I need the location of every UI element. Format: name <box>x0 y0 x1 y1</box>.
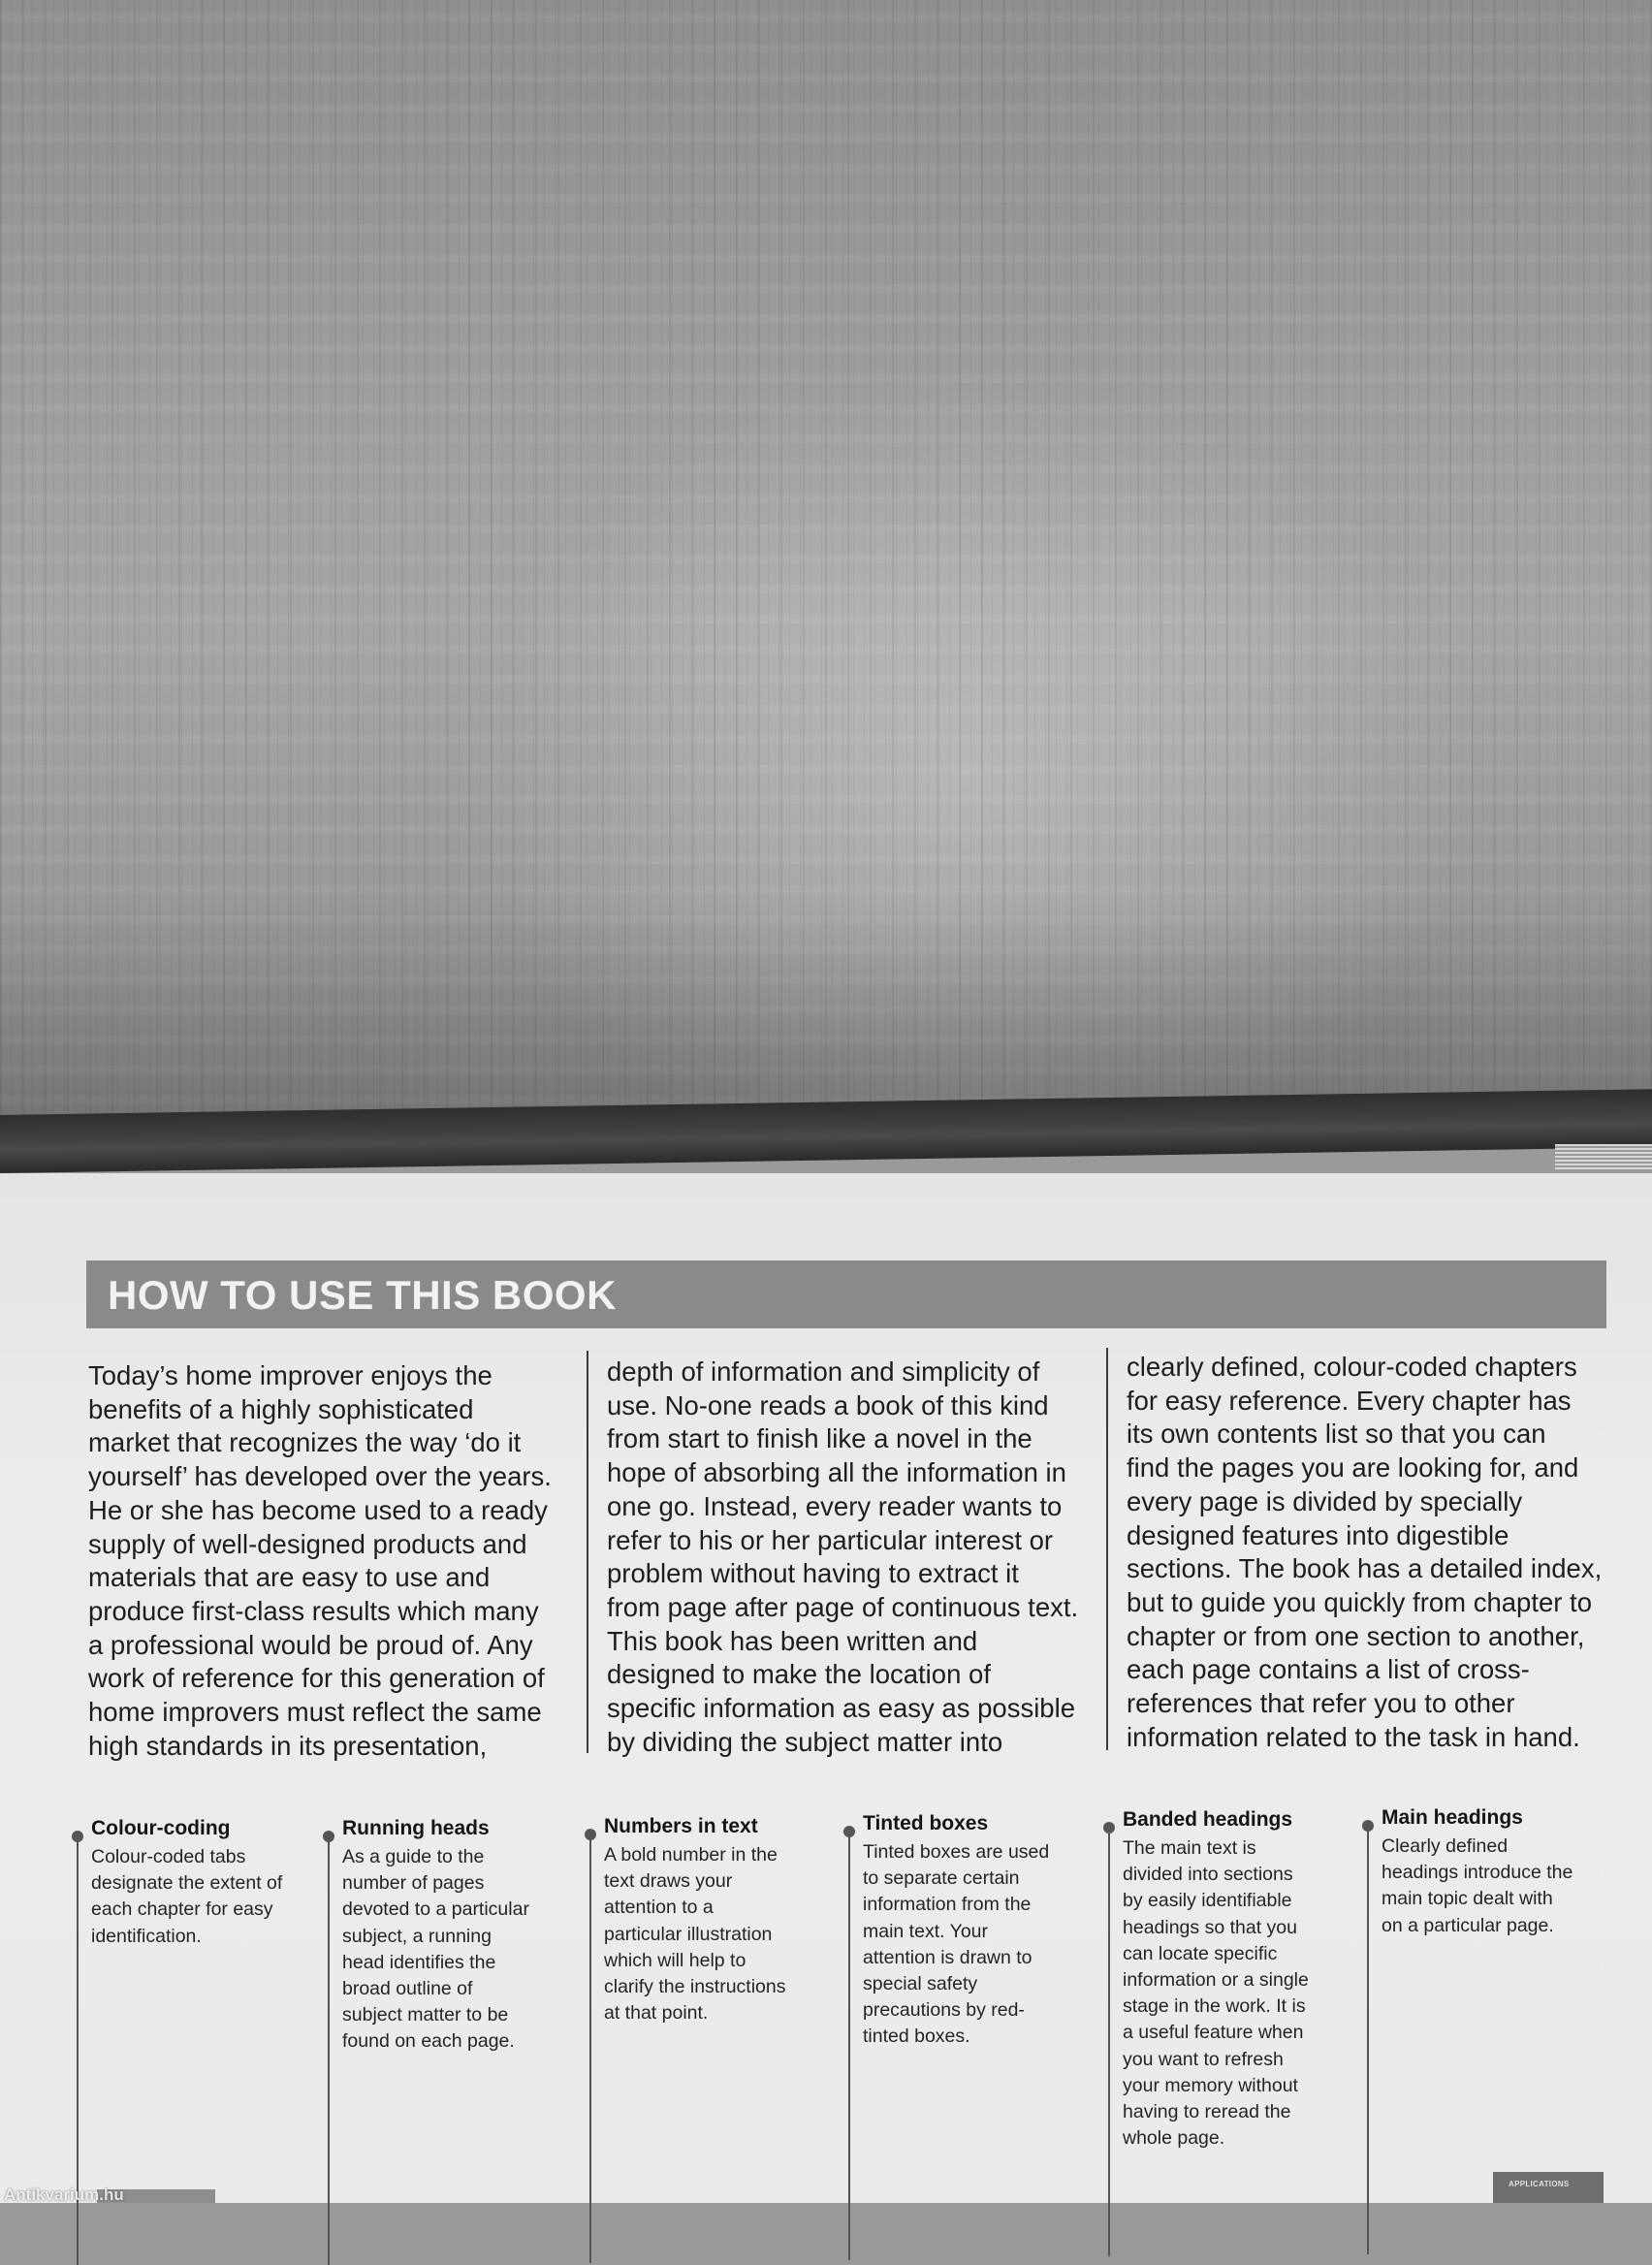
intro-line: problem without having to extract it <box>607 1558 1019 1589</box>
intro-line: from start to finish like a novel in the <box>607 1423 1032 1454</box>
feature-title: Main headings <box>1382 1806 1523 1829</box>
page-stack-edge <box>1555 1144 1652 1169</box>
feature-line-text: on a particular page. <box>1382 1914 1554 1936</box>
colour-tab-right <box>1493 2172 1604 2203</box>
feature-line-text: headings so that you <box>1123 1916 1297 1938</box>
feature-line-text: devoted to a particular <box>342 1898 529 1921</box>
intro-line: This book has been written and <box>607 1625 978 1656</box>
feature-line-text: broad outline of <box>342 1978 473 2000</box>
feature-description <box>342 1844 570 2056</box>
intro-line: yourself’ has developed over the years. <box>88 1461 552 1492</box>
feature-line-text: Colour-coded tabs <box>91 1846 246 1867</box>
intro-line: designed features into digestible <box>1127 1519 1509 1550</box>
feature-line-text: headings introduce the <box>1382 1862 1573 1884</box>
intro-line: depth of information and simplicity of <box>607 1356 1040 1387</box>
callout-line <box>848 1834 850 2260</box>
intro-line: benefits of a highly sophisticated <box>88 1393 474 1424</box>
title-banner <box>86 1260 1606 1328</box>
feature-line-text: attention to a <box>604 1897 714 1919</box>
intro-line: specific information as easy as possible <box>607 1693 1076 1724</box>
colour-tab-label: APPLICATIONS <box>1509 2180 1570 2188</box>
feature-description <box>863 1839 1091 2051</box>
column-divider <box>1106 1348 1108 1750</box>
feature-line-text: precautions by red- <box>863 1999 1025 2022</box>
feature-line-text: stage in the work. It is <box>1123 1995 1306 2018</box>
intro-line: information related to the task in hand. <box>1127 1721 1580 1752</box>
feature-line-text: number of pages <box>342 1872 485 1895</box>
feature-line-text: having to reread the <box>1123 2101 1291 2123</box>
feature-description <box>604 1842 832 2026</box>
intro-line: every page is divided by specially <box>1127 1485 1523 1516</box>
feature-line-text: which will help to <box>604 1949 747 1971</box>
book-page <box>0 1173 1652 2203</box>
intro-line: a professional would be proud of. Any <box>88 1629 533 1660</box>
feature-line-text: tinted boxes. <box>863 2026 970 2048</box>
intro-column-1 <box>88 1359 573 1763</box>
feature-title: Banded headings <box>1123 1808 1293 1831</box>
feature-line-text: found on each page. <box>342 2030 515 2053</box>
feature-line-text: a useful feature when <box>1123 2022 1304 2044</box>
intro-line: high standards in its presentation, <box>88 1730 488 1761</box>
intro-line: market that recognizes the way ‘do it <box>88 1427 522 1458</box>
feature-line-text: Tinted boxes are used <box>863 1841 1050 1863</box>
feature-line-text: you want to refresh <box>1123 2048 1284 2070</box>
feature-line-text: subject, a running <box>342 1925 492 1947</box>
feature-line-text: information from the <box>863 1894 1032 1916</box>
callout-line <box>1108 1830 1110 2256</box>
feature-line-text: particular illustration <box>604 1923 773 1945</box>
feature-title: Running heads <box>342 1817 490 1839</box>
intro-line: home improvers must reflect the same <box>88 1697 542 1728</box>
feature-description <box>1382 1834 1609 1939</box>
intro-line: for easy reference. Every chapter has <box>1127 1385 1572 1416</box>
feature-line-text: As a guide to the <box>342 1846 485 1867</box>
feature-line-text: to separate certain <box>863 1867 1020 1890</box>
feature-line-text: each chapter for easy <box>91 1898 273 1921</box>
feature-line-text: by easily identifiable <box>1123 1890 1292 1912</box>
feature-line-text: divided into sections <box>1123 1864 1293 1886</box>
intro-line: work of reference for this generation of <box>88 1663 545 1694</box>
feature-line-text: identification. <box>91 1925 202 1947</box>
feature-description <box>1123 1835 1350 2152</box>
feature-line-text: A bold number in the <box>604 1844 778 1866</box>
feature-line-text: at that point. <box>604 2002 709 2025</box>
intro-line: Today’s home improver enjoys the <box>88 1360 492 1390</box>
intro-line: one go. Instead, every reader wants to <box>607 1490 1063 1521</box>
intro-line: references that refer you to other <box>1127 1688 1515 1719</box>
feature-description <box>91 1844 319 1950</box>
intro-line: but to guide you quickly from chapter to <box>1127 1586 1592 1617</box>
feature-line-text: main topic dealt with <box>1382 1888 1553 1910</box>
feature-line-text: attention is drawn to <box>863 1946 1032 1968</box>
feature-line-text: can locate specific <box>1123 1942 1278 1964</box>
feature-line-text: designate the extent of <box>91 1872 283 1895</box>
feature-line-text: The main text is <box>1123 1837 1256 1859</box>
intro-line: materials that are easy to use and <box>88 1562 491 1593</box>
intro-line: refer to his or her particular interest or <box>607 1524 1054 1555</box>
intro-line: its own contents list so that you can <box>1127 1419 1546 1450</box>
feature-title: Colour-coding <box>91 1817 231 1839</box>
feature-line-text: text draws your <box>604 1870 733 1893</box>
feature-line-text: main text. Your <box>863 1920 988 1942</box>
intro-line: from page after page of continuous text. <box>607 1591 1079 1622</box>
feature-line-text: your memory without <box>1123 2074 1298 2096</box>
feature-line-text: subject matter to be <box>342 2004 509 2026</box>
intro-line: each page contains a list of cross- <box>1127 1654 1530 1685</box>
intro-line: find the pages you are looking for, and <box>1127 1452 1579 1483</box>
feature-line-text: clarify the instructions <box>604 1976 786 1998</box>
intro-line: clearly defined, colour-coded chapters <box>1127 1352 1577 1382</box>
page-title: HOW TO USE THIS BOOK <box>108 1272 617 1318</box>
callout-line <box>1367 1828 1369 2254</box>
intro-line: supply of well-designed products and <box>88 1528 527 1559</box>
feature-line-text: information or a single <box>1123 1969 1309 1992</box>
feature-line-text: Clearly defined <box>1382 1835 1509 1857</box>
intro-line: chapter or from one section to another, <box>1127 1620 1585 1651</box>
watermark: Antikvarium.hu <box>4 2185 124 2204</box>
feature-line-text: special safety <box>863 1973 978 1995</box>
intro-line: hope of absorbing all the information in <box>607 1457 1066 1488</box>
intro-line: produce first-class results which many <box>88 1595 539 1626</box>
intro-line: by dividing the subject matter into <box>607 1726 1003 1757</box>
intro-line: use. No-one reads a book of this kind <box>607 1389 1049 1420</box>
feature-title: Numbers in text <box>604 1815 758 1837</box>
intro-line: sections. The book has a detailed index, <box>1127 1553 1603 1584</box>
feature-title: Tinted boxes <box>863 1812 989 1834</box>
intro-line: designed to make the location of <box>607 1659 991 1690</box>
intro-column-3 <box>1127 1351 1631 1754</box>
callout-line <box>328 1838 330 2265</box>
intro-line: He or she has become used to a ready <box>88 1494 548 1525</box>
intro-column-2 <box>607 1356 1111 1759</box>
column-divider <box>587 1351 588 1753</box>
feature-line-text: whole page. <box>1123 2127 1225 2150</box>
callout-line <box>589 1836 591 2263</box>
feature-line-text: head identifies the <box>342 1951 496 1973</box>
